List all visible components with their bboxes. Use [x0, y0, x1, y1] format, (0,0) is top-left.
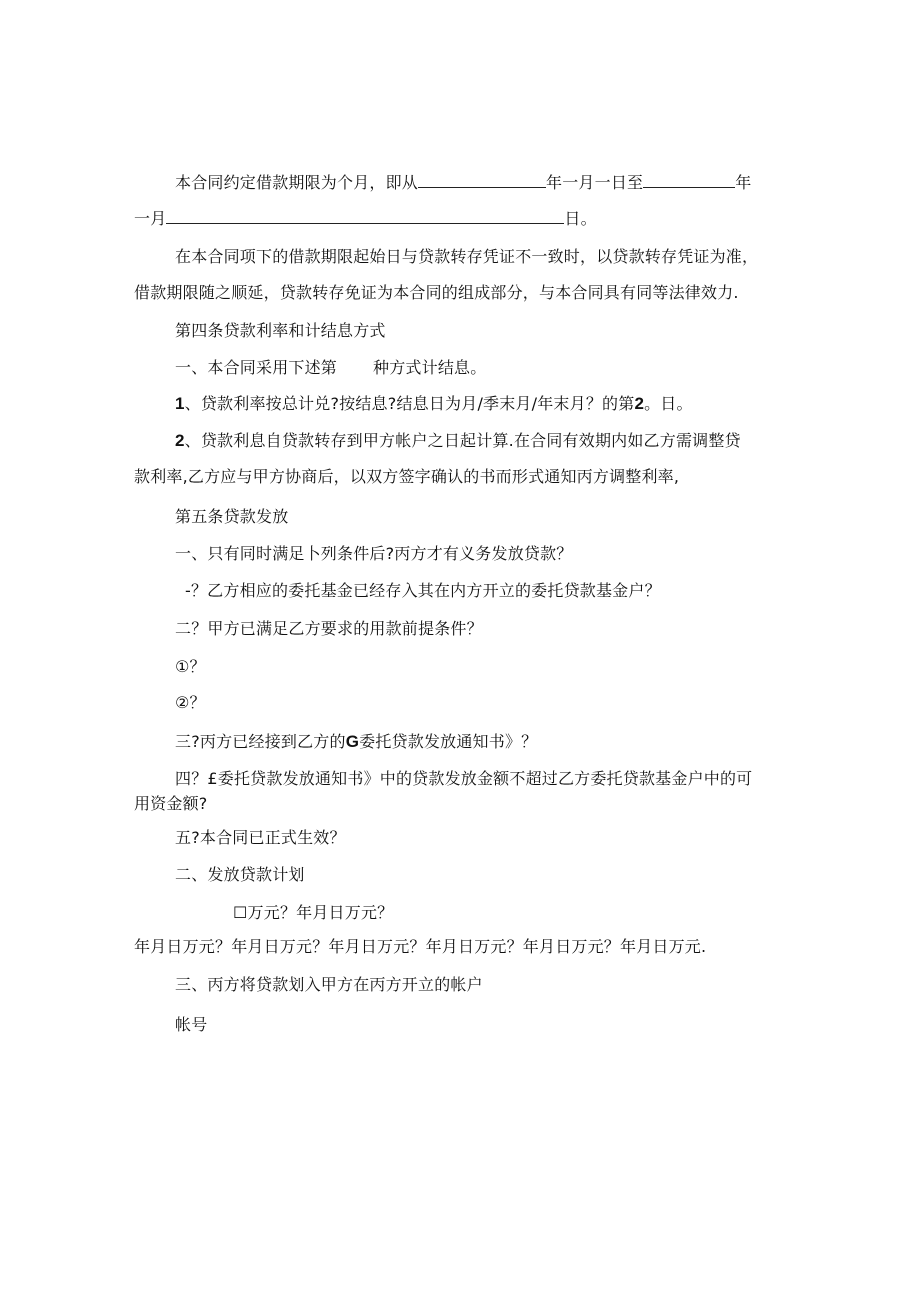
loan-term-line-2	[134, 208, 597, 230]
art4-item-1	[175, 357, 486, 379]
art4-item-1-text: 一、本合同采用下述第	[175, 358, 338, 377]
art5-condition-3-letter: G	[345, 732, 360, 751]
art5-condition-4-line-2: 用资金额?	[134, 794, 208, 813]
loan-term-text: 本合同约定借款期限为个月，即从	[175, 173, 419, 192]
loan-term-text-3: 年	[735, 173, 752, 192]
loan-term-month: 一月	[134, 209, 167, 228]
art4-sub-1-text: 、贷款利率按总计兑?按结息?结息日为月/季末月/年末月？的第	[184, 394, 635, 413]
art4-sub-2-line-1	[175, 430, 741, 452]
article-5-title: 第五条贷款发放	[175, 507, 289, 526]
end-date-blank	[166, 209, 564, 224]
loan-term-text-2: 年一月一日至	[546, 173, 644, 192]
art4-sub-2-text: 、贷款利息自贷款转存到甲方帐户之日起计算.在合同有效期内如乙方需调整贷	[184, 431, 741, 450]
article-4-title: 第四条贷款利率和计结息方式	[175, 321, 386, 340]
art4-sub-1	[175, 393, 693, 415]
art4-sub-2-line-2: 款利率,乙方应与甲方协商后，以双方签字确认的书而形式通知丙方调整利率,	[134, 467, 680, 486]
start-year-blank	[418, 173, 546, 188]
end-year-blank	[643, 173, 735, 188]
term-adjust-line-2: 借款期限随之顺延，贷款转存免证为本合同的组成部分，与本合同具有同等法律效力.	[134, 283, 739, 302]
art4-sub-2-number: 2	[175, 431, 185, 450]
art5-condition-2-2: ②？	[175, 693, 206, 712]
art4-sub-1-text-2: 。日。	[644, 394, 693, 413]
art5-condition-2-1: ①？	[175, 657, 206, 676]
art5-condition-4-line-1: 四？£委托贷款发放通知书》中的贷款发放金额不超过乙方委托贷款基金户中的可	[175, 769, 753, 788]
loan-plan-line-2: 年月日万元？年月日万元？年月日万元？年月日万元？年月日万元？年月日万元.	[134, 937, 707, 956]
art5-item-1: 一、只有同时满足卜列条件后?丙方才有义务发放贷款？	[175, 544, 573, 563]
loan-term-line-1	[175, 172, 751, 194]
art5-item-2: 二、发放贷款计划	[175, 865, 305, 884]
loan-plan-line-1: ☐万元？年月日万元？	[233, 903, 394, 922]
art5-condition-3	[175, 731, 537, 753]
term-adjust-line-1: 在本合同项下的借款期限起始日与贷款转存凭证不一致时，以贷款转存凭证为准，	[175, 247, 759, 266]
art4-sub-1-number: 1	[175, 394, 185, 413]
art4-item-1-text-2: 种方式计结息。	[373, 358, 487, 377]
art5-condition-5: 五?本合同已正式生效？	[175, 828, 346, 847]
art5-item-3: 三、丙方将贷款划入甲方在丙方开立的帐户	[175, 975, 483, 994]
art5-condition-2: 二？甲方已满足乙方要求的用款前提条件？	[175, 619, 483, 638]
art5-condition-3-text: 三?丙方已经接到乙方的	[175, 732, 346, 751]
account-number-label: 帐号	[175, 1015, 208, 1034]
art5-condition-1: -？乙方相应的委托基金已经存入其在内方开立的委托贷款基金户？	[185, 581, 661, 600]
art5-condition-3-text-2: 委托贷款发放通知书》？	[359, 732, 538, 751]
art4-sub-1-day-number: 2	[634, 394, 645, 413]
loan-term-day: 日。	[564, 209, 597, 228]
